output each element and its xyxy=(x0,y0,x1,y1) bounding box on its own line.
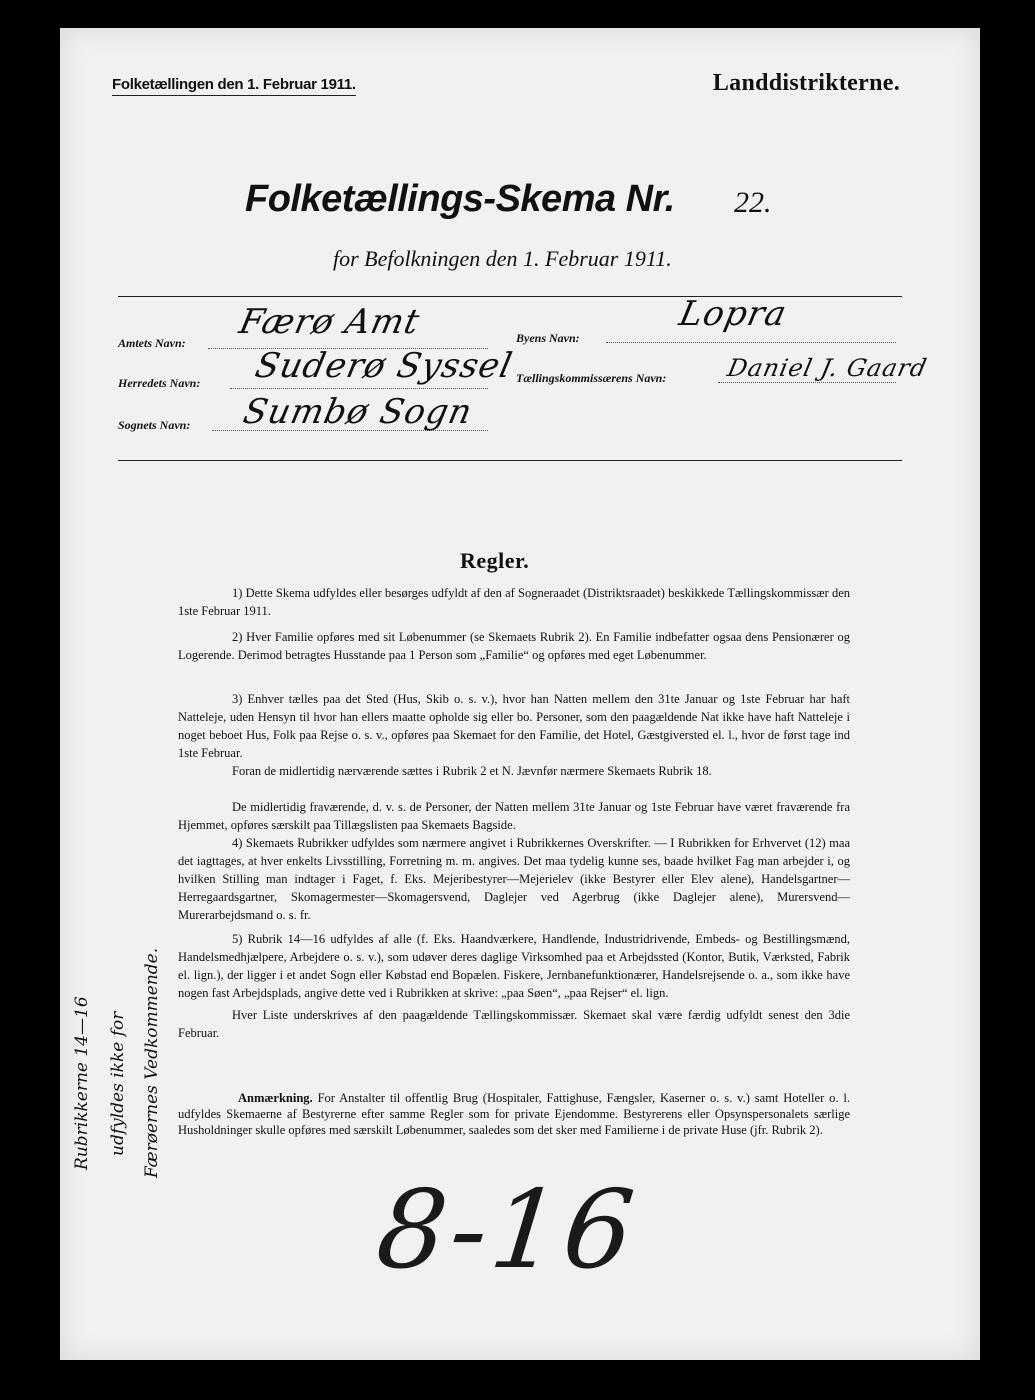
form-number: 22. xyxy=(734,186,772,219)
header-census-date: Folketællingen den 1. Februar 1911. xyxy=(112,76,356,96)
by-label: Byens Navn: xyxy=(516,331,580,345)
form-subtitle: for Befolkningen den 1. Februar 1911. xyxy=(333,246,672,271)
kommissaer-dotted-line xyxy=(718,382,896,383)
herred-dotted-line xyxy=(230,388,488,389)
amt-label: Amtets Navn: xyxy=(118,336,186,350)
rule-paragraph-1: 1) Dette Skema udfyldes eller besørges udfyldt af den af Sogneraadet (Distriktsraadet) beskikkede Tællingskommissær den 1ste Februar 1911. xyxy=(178,586,850,618)
rule-paragraph-5: 5) Rubrik 14—16 udfyldes af alle (f. Eks. Haandværkere, Handlende, Industridrivende, Embeds- og Bestillingsmænd, Handelsmedhjælpere, Arbejdere o. s. v.), som udøver deres daglige Virksomhed paa et Arbejdssted (Kontor, Butik, Værksted, Fabrik el. lign.), der ligger i et andet Sogn eller Købstad end Bopælen. Fiskere, Jernbanefunktionærer, Handelsrejsende o. a., som ikke have nogen fast Arbejdsplads, angive dette ved i Rubrikken at skrive: „paa Søen“, „paa Rejser“ el. lign. xyxy=(178,932,850,1000)
form-title: Folketællings-Skema Nr. xyxy=(245,178,675,220)
rule-paragraph-4: 4) Skemaets Rubrikker udfyldes som nærmere angivet i Rubrikkernes Overskrifter. — I Rubrikken for Erhvervet (12) maa det iagttages, at hver enkelts Livsstilling, Forretning m. m. angives. Det maa tydelig kunne ses, baade hvilket Fag man arbejder i, og hvilken Stilling man indtager i Faget, f. Eks. Mejeribestyrer—Mejerielev (ikke Bestyrer eller Elev alene), Handelsgartner—Herregaardsgartner, Skomagermester—Skomagersvend, Daglejer ved Agerbrug (ikke Daglejer alene), Murersvend—Murerarbejdsmand o. s. fr. xyxy=(178,836,850,922)
handwritten-number: 8-16 xyxy=(371,1168,644,1293)
note-text: For Anstalter til offentlig Brug (Hospitaler, Fattighuse, Fængsler, Kaserner o. s. v.) samt Hoteller o. l. udfyldes Skemaerne af Bestyrerne efter samme Regler som for private Ejendomme. Bestyrerens eller Opsynspersonalets særlige Husholdninger skulle opføres med særskilt Løbenummer, saaledes som det sker med Familierne i de private Huse (jfr. Rubrik 2). xyxy=(178,1091,851,1137)
margin-note-line-1: Rubrikkerne 14—16 xyxy=(72,996,92,1170)
rules-heading: Regler. xyxy=(460,548,530,573)
by-dotted-line xyxy=(606,342,896,343)
amt-value: Færø Amt xyxy=(235,302,424,342)
census-form-page xyxy=(60,28,980,1360)
margin-note-line-2: udfyldes ikke for xyxy=(108,1011,128,1156)
note-paragraph xyxy=(178,1090,850,1138)
sogn-value: Sumbø Sogn xyxy=(239,392,477,432)
herred-label: Herredets Navn: xyxy=(118,376,201,390)
header-district-type: Landdistrikterne. xyxy=(712,70,900,96)
by-value: Lopra xyxy=(675,294,791,334)
rule-paragraph-2: 2) Hver Familie opføres med sit Løbenummer (se Skemaets Rubrik 2). En Familie indbefatter ogsaa dens Pensionærer og Logerende. Derimod betragtes Husstande paa 1 Person som „Familie“ og opføres med eget Løbenummer. xyxy=(178,630,850,662)
sogn-label: Sognets Navn: xyxy=(118,418,191,432)
herred-value: Suderø Syssel xyxy=(251,346,517,386)
kommissaer-label: Tællingskommissærens Navn: xyxy=(516,371,667,385)
rule-paragraph-signature: Hver Liste underskrives af den paagældende Tællingskommissær. Skemaet skal være færdig udfyldt senest den 3die Februar. xyxy=(178,1008,850,1040)
rule-paragraph-3c: De midlertidig fraværende, d. v. s. de Personer, der Natten mellem 31te Januar og 1ste Februar have været fraværende fra Hjemmet, opføres særskilt paa Tillægslisten paa Skemaets Bagside. xyxy=(178,800,850,832)
kommissaer-value: Daniel J. Gaard xyxy=(725,354,930,382)
rule-paragraph-3b: Foran de midlertidig nærværende sættes i Rubrik 2 et N. Jævnfør nærmere Skemaets Rubrik 18. xyxy=(232,764,712,778)
bottom-divider xyxy=(118,460,902,461)
note-label: Anmærkning. xyxy=(238,1091,313,1105)
rule-paragraph-3: 3) Enhver tælles paa det Sted (Hus, Skib o. s. v.), hvor han Natten mellem den 31te Januar og 1ste Februar har haft Natteleje, uden Hensyn til hvor han ellers maatte opholde sig eller bo. Personer, som den paagældende Nat ikke have haft Natteleje i noget beboet Hus, Folk paa Rejse o. s. v., opføres paa Skemaet for den Familie, det Hotel, Gæstgiversted el. l., hvor de først tage ind 1ste Februar. xyxy=(178,692,850,760)
margin-note-line-3: Færøernes Vedkommende. xyxy=(142,947,162,1178)
